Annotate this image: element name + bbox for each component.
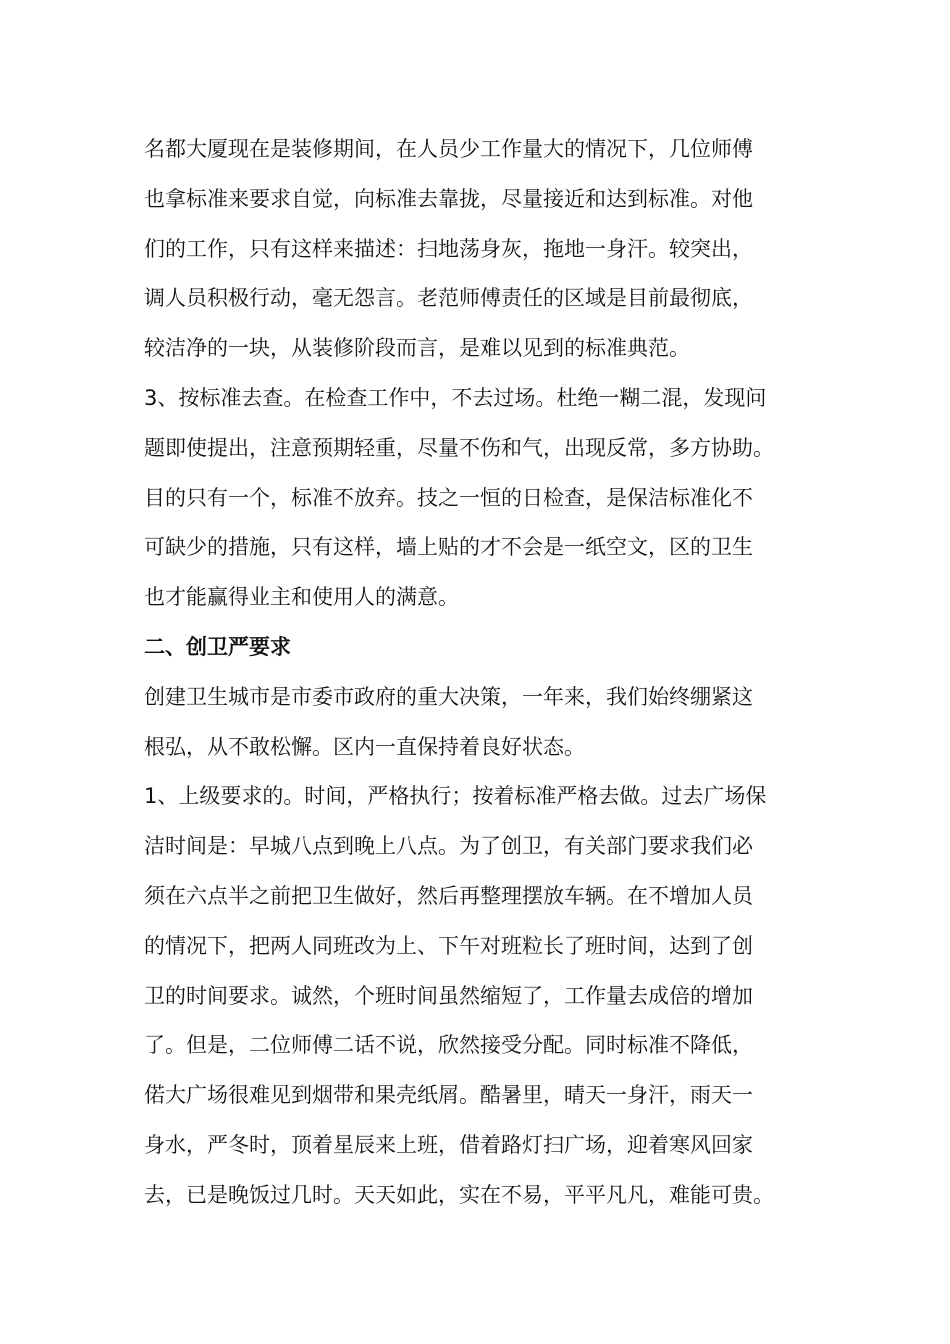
section-heading: 二、创卫严要求 xyxy=(144,634,291,659)
text-line: 1、上级要求的。时间，严格执行；按着标准严格去做。过去广场保 xyxy=(144,784,767,809)
text-line: 去，已是晚饭过几时。天天如此，实在不易，平平凡凡，难能可贵。 xyxy=(144,1182,774,1207)
text-line: 调人员积极行动，毫无怨言。老范师傅责任的区域是目前最彻底， xyxy=(144,286,753,311)
text-line: 3、按标准去查。在检查工作中，不去过场。杜绝一糊二混，发现问 xyxy=(144,385,767,410)
text-line: 偌大广场很难见到烟带和果壳纸屑。酷暑里，晴天一身汗，雨天一 xyxy=(144,1083,753,1108)
text-line: 须在六点半之前把卫生做好，然后再整理摆放车辆。在不增加人员 xyxy=(144,883,753,908)
text-line: 较洁净的一块，从装修阶段而言，是难以见到的标准典范。 xyxy=(144,336,690,361)
text-line: 可缺少的措施，只有这样，墙上贴的才不会是一纸空文，区的卫生 xyxy=(144,535,753,560)
text-line: 卫的时间要求。诚然，个班时间虽然缩短了，工作量去成倍的增加 xyxy=(144,983,753,1008)
text-line: 创建卫生城市是市委市政府的重大决策，一年来，我们始终绷紧这 xyxy=(144,684,753,709)
text-line: 目的只有一个，标准不放弃。技之一恒的日检查，是保洁标准化不 xyxy=(144,485,753,510)
text-line: 洁时间是：早城八点到晚上八点。为了创卫，有关部门要求我们必 xyxy=(144,834,753,859)
text-line: 名都大厦现在是装修期间，在人员少工作量大的情况下，几位师傅 xyxy=(144,137,753,161)
text-line: 也才能赢得业主和使用人的满意。 xyxy=(144,585,459,610)
text-line: 根弘，从不敢松懈。区内一直保持着良好状态。 xyxy=(144,734,585,759)
text-line: 了。但是，二位师傅二话不说，欣然接受分配。同时标准不降低， xyxy=(144,1033,753,1058)
document-page xyxy=(144,125,824,1221)
text-line: 题即使提出，注意预期轻重，尽量不伤和气，出现反常，多方协助。 xyxy=(144,435,774,460)
text-line: 的情况下，把两人同班改为上、下午对班粒长了班时间，达到了创 xyxy=(144,933,753,958)
text-line: 也拿标准来要求自觉，向标准去靠拢，尽量接近和达到标准。对他 xyxy=(144,186,753,211)
text-line: 们的工作，只有这样来描述：扫地荡身灰，拖地一身汗。较突出， xyxy=(144,236,753,261)
text-line: 身水，严冬时，顶着星辰来上班，借着路灯扫广场，迎着寒风回家 xyxy=(144,1132,753,1157)
